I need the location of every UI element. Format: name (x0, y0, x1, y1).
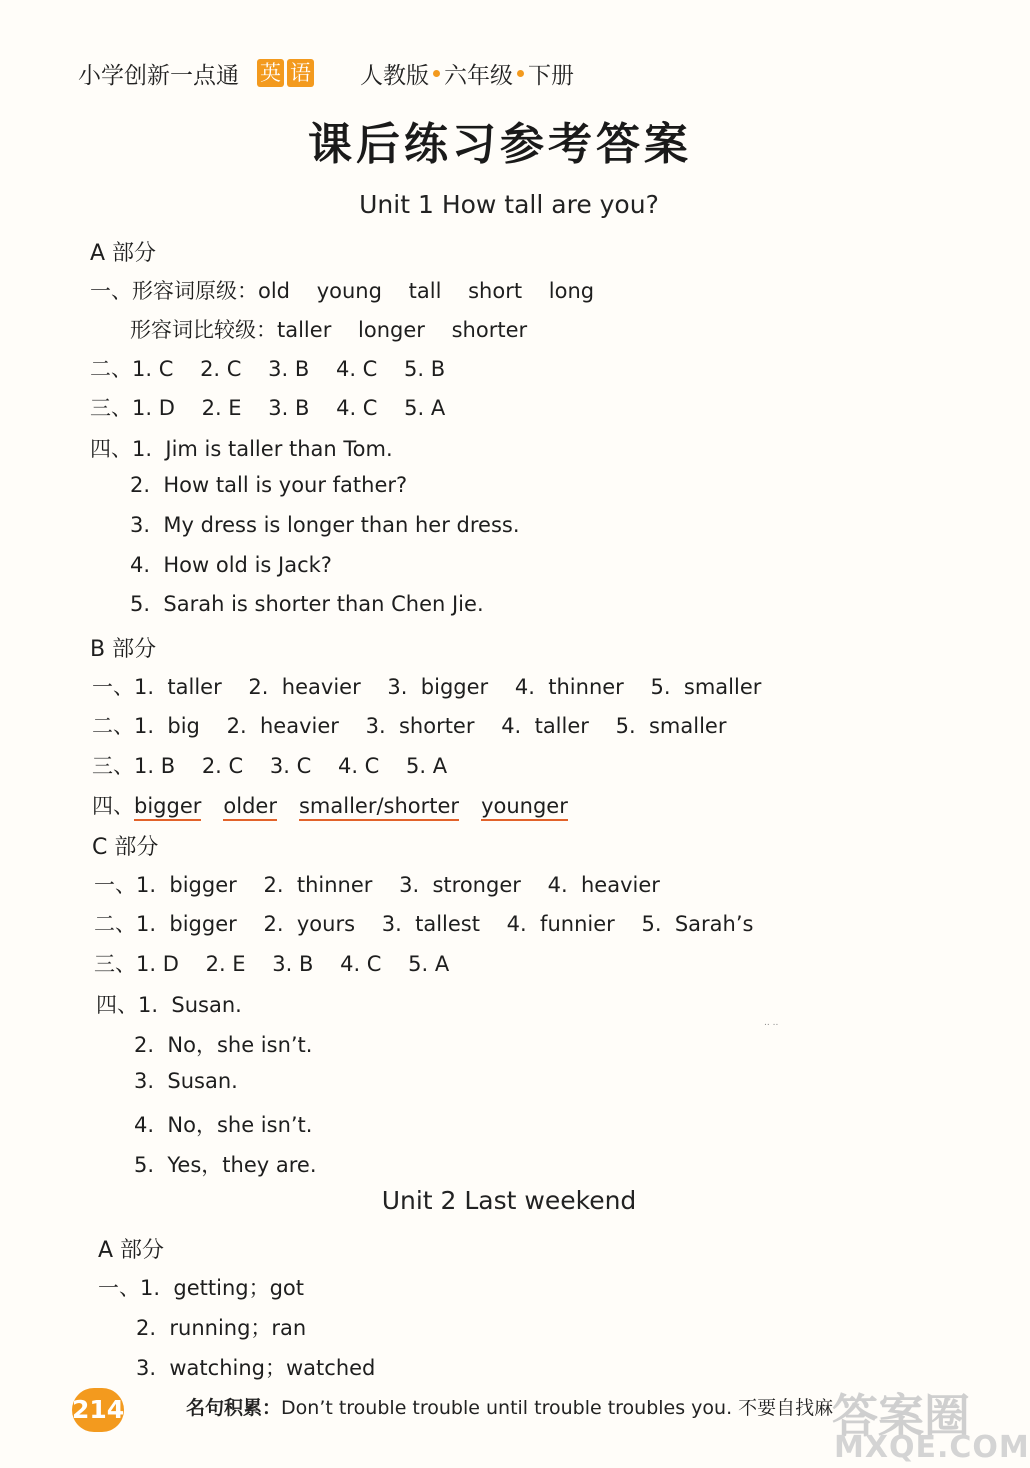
edition-grade: 六年级 (444, 62, 513, 89)
unit1-partB-q2: 二、1. big 2. heavier 3. shorter 4. taller 5. smaller (92, 714, 727, 738)
answer-word: younger (481, 794, 568, 821)
separator-dot-icon (517, 70, 524, 77)
page-title: 课后练习参考答案 (308, 119, 692, 170)
unit1-partB-q4 (92, 790, 568, 820)
edition-volume: 下册 (528, 62, 574, 89)
separator-dot-icon (433, 70, 440, 77)
unit1-partC-q1: 一、1. bigger 2. thinner 3. stronger 4. heavier (94, 873, 660, 897)
unit1-partA-q4-3: 3. My dress is longer than her dress. (130, 513, 520, 537)
unit2-partA-label: A 部分 (98, 1238, 165, 1263)
watermark-url: MXQE.COM (834, 1430, 1030, 1465)
quote-text: Don’t trouble trouble until trouble troubles you. 不要自找麻 (281, 1397, 834, 1419)
unit1-partC-q4-1: 四、1. Susan. (96, 993, 242, 1017)
unit1-partB-label: B 部分 (90, 637, 157, 662)
page-number-badge: 214 (72, 1388, 124, 1432)
answer-word: bigger (134, 794, 201, 821)
unit1-partA-q4-1: 四、1. Jim is taller than Tom. (90, 437, 393, 461)
unit1-partA-q4-2: 2. How tall is your father? (130, 473, 408, 497)
edition-publisher: 人教版 (360, 62, 429, 89)
unit1-partC-label: C 部分 (92, 835, 159, 860)
unit1-partA-q1: 一、形容词原级：old young tall short long (90, 279, 595, 303)
site-watermark (822, 1378, 1030, 1466)
unit1-partC-q2: 二、1. bigger 2. yours 3. tallest 4. funnier 5. Sarah’s (94, 912, 754, 936)
watermark-logo-text: 答案圈 (832, 1389, 970, 1443)
answer-word: older (223, 794, 277, 821)
famous-quote (186, 1393, 833, 1420)
unit1-partC-q4-3: 3. Susan. (134, 1069, 238, 1093)
subject-char-2: 语 (287, 59, 314, 87)
unit1-partA-q4-5: 5. Sarah is shorter than Chen Jie. (130, 592, 484, 616)
unit1-partA-q4-4: 4. How old is Jack? (130, 553, 332, 577)
subject-char-1: 英 (257, 59, 284, 87)
unit1-partB-q3: 三、1. B 2. C 3. C 4. C 5. A (92, 754, 448, 778)
unit2-partA-q1-3: 3. watching；watched (136, 1356, 376, 1380)
subject-badge (257, 59, 314, 87)
unit1-partA-label: A 部分 (90, 241, 157, 266)
answer-word: smaller/shorter (299, 794, 459, 821)
unit1-partC-q4-5: 5. Yes，they are. (134, 1153, 317, 1177)
unit2-partA-q1-1: 一、1. getting；got (98, 1276, 304, 1300)
quote-label: 名句积累： (186, 1397, 282, 1419)
unit2-title: Unit 2 Last weekend (381, 1186, 637, 1215)
scan-speck: .. .. (764, 1018, 779, 1028)
edition-info (360, 57, 574, 90)
unit1-partA-q1b: 形容词比较级：taller longer shorter (130, 318, 528, 342)
unit1-partC-q4-4: 4. No，she isn’t. (134, 1113, 313, 1137)
unit1-partA-q2: 二、1. C 2. C 3. B 4. C 5. B (90, 357, 446, 381)
unit1-partA-q3: 三、1. D 2. E 3. B 4. C 5. A (90, 396, 446, 420)
unit1-title: Unit 1 How tall are you? (359, 190, 659, 219)
book-series: 小学创新一点通 (78, 62, 239, 89)
q4-prefix: 四、 (92, 794, 134, 818)
unit1-partB-q1: 一、1. taller 2. heavier 3. bigger 4. thinner 5. smaller (92, 675, 762, 699)
page-header (78, 56, 574, 90)
unit1-partC-q3: 三、1. D 2. E 3. B 4. C 5. A (94, 952, 450, 976)
unit2-partA-q1-2: 2. running；ran (136, 1316, 307, 1340)
unit1-partC-q4-2: 2. No，she isn’t. (134, 1033, 313, 1057)
